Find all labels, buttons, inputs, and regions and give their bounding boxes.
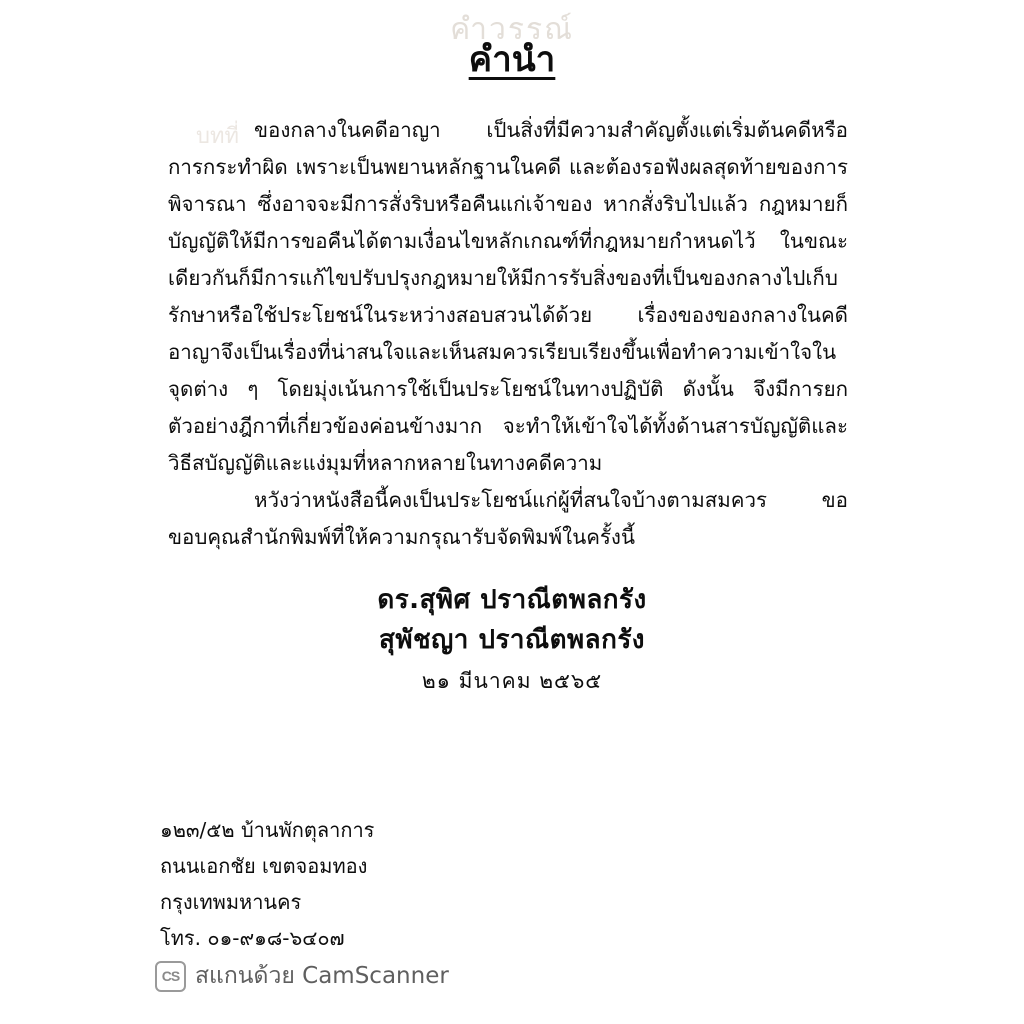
author-name-secondary: สุพัชญา ปราณีตพลกรัง xyxy=(378,625,645,655)
page-title: คำนำ xyxy=(468,40,556,80)
signature-block xyxy=(0,580,1024,702)
camscanner-watermark xyxy=(155,958,449,994)
address-block xyxy=(160,812,374,956)
bleed-through-text-top: คำวรรณ์ xyxy=(450,12,574,47)
camscanner-label: สแกนด้วย CamScanner xyxy=(195,963,449,989)
address-line-3: กรุงเทพมหานคร xyxy=(160,890,302,914)
preface-body xyxy=(168,112,848,556)
camscanner-badge-icon: CS xyxy=(155,961,186,992)
paragraph-2: หวังว่าหนังสือนี้คงเป็นประโยชน์แก่ผู้ที่สนใจบ้างตามสมควร ขอขอบคุณสำนักพิมพ์ที่ให้ความกรุณารับจัดพิมพ์ในครั้งนี้ xyxy=(168,488,848,549)
bleed-through-text-left: บทที่ xyxy=(196,124,239,149)
paragraph-1: ของกลางในคดีอาญา เป็นสิ่งที่มีความสำคัญตั้งแต่เริ่มต้นคดีหรือการกระทำผิด เพราะเป็นพยานหลักฐานในคดี และต้องรอฟังผลสุดท้ายของการพิจารณา ซึ่งอาจจะมีการสั่งริบหรือคืนแก่เจ้าของ หากสั่งริบไปแล้ว กฎหมายก็บัญญัติให้มีการขอคืนได้ตามเงื่อนไขหลักเกณฑ์ที่กฎหมายกำหนดไว้ ในขณะเดียวกันก็มีการแก้ไขปรับปรุงกฎหมายให้มีการรับสิ่งของที่เป็นของกลางไปเก็บรักษาหรือใช้ประโยชน์ในระหว่างสอบสวนได้ด้วย เรื่องของของกลางในคดีอาญาจึงเป็นเรื่องที่น่าสนใจและเห็นสมควรเรียบเรียงขึ้นเพื่อทำความเข้าใจในจุดต่าง ๆ โดยมุ่งเน้นการใช้เป็นประโยชน์ในทางปฏิบัติ ดังนั้น จึงมีการยกตัวอย่างฎีกาที่เกี่ยวข้องค่อนข้างมาก จะทำให้เข้าใจได้ทั้งด้านสารบัญญัติและวิธีสบัญญัติและแง่มุมที่หลากหลายในทางคดีความ xyxy=(168,118,848,475)
address-line-2: ถนนเอกชัย เขตจอมทอง xyxy=(160,854,368,878)
signature-date: ๒๑ มีนาคม ๒๕๖๕ xyxy=(421,669,603,693)
address-line-1: ๑๒๓/๕๒ บ้านพักตุลาการ xyxy=(160,818,375,842)
address-line-4: โทร. ๐๑-๙๑๘-๖๔๐๗ xyxy=(160,926,345,950)
author-name-primary: ดร.สุพิศ ปราณีตพลกรัง xyxy=(377,585,647,615)
